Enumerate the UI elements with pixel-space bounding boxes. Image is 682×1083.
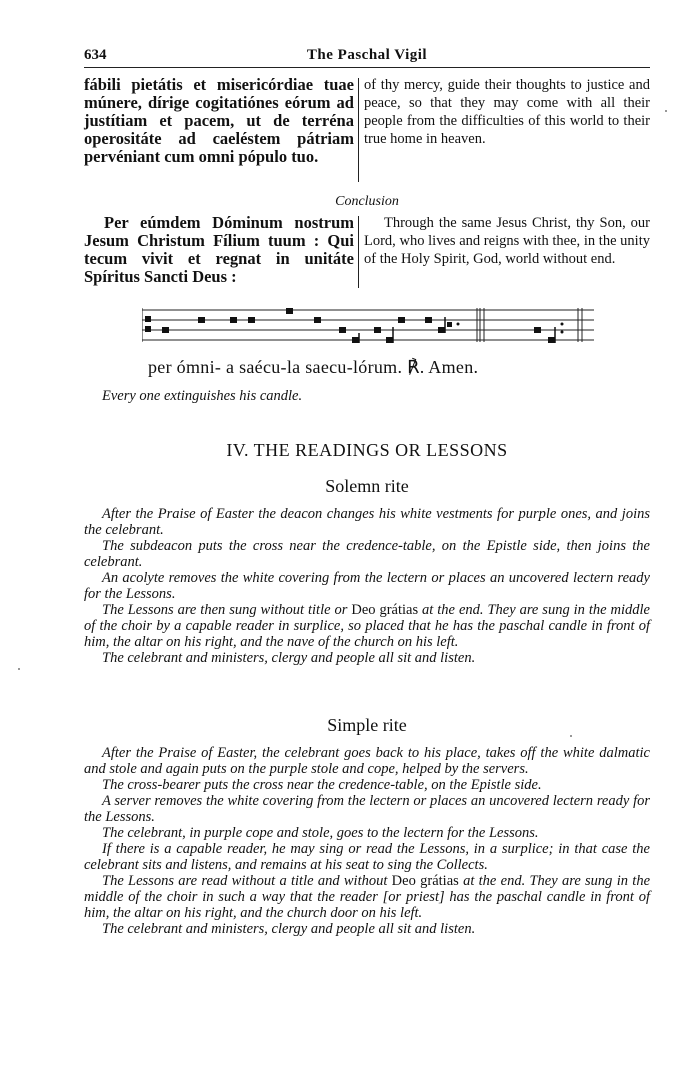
solemn-paragraph: After the Praise of Easter the deacon changes his white vestments for purple ones, and joins the celebrant. — [84, 506, 650, 538]
simple-paragraph: If there is a capable reader, he may sing or read the Lessons, in a surplice; in that case the celebrant sits and listens, and remains at his seat to sing the Collects. — [84, 841, 650, 873]
solemn-paragraph: The celebrant and ministers, clergy and people all sit and listen. — [102, 650, 476, 666]
solemn-rite-title: Solemn rite — [325, 476, 409, 496]
conclusion-columns — [84, 214, 650, 290]
simple-p6-part1: The Lessons are read without a title and without — [102, 873, 392, 889]
prayer-latin: fábili pietátis et misericórdiae tuae múnere, dírige cogitatiónes eórum ad justítiam et pacem, ut de terréna operositáte ad caeléstem pátriam pervéniant cum omni pópulo tuo. — [84, 75, 354, 166]
deo-gratias: Deo grátias — [351, 602, 419, 618]
running-title: The Paschal Vigil — [306, 47, 428, 63]
print-speck — [570, 735, 572, 737]
simple-paragraph — [84, 873, 650, 921]
print-speck — [18, 668, 20, 670]
page-number: 634 — [84, 47, 107, 63]
chant-lyrics: per ómni- a saécu-la saecu-lórum. ℟. Amen. — [148, 357, 479, 377]
rubric-extinguish: Every one extinguishes his candle. — [102, 388, 303, 404]
simple-p6-part2: at the end. They are sung in the middle of the choir in such a way that the reader [or priest] has the paschal candle in front of him, the altar on his right, and the church door on his left. — [84, 873, 651, 921]
solemn-paragraph: The subdeacon puts the cross near the credence-table, on the Epistle side, then joins the celebrant. — [84, 538, 650, 570]
conclusion-english: Through the same Jesus Christ, thy Son, our Lord, who lives and reigns with thee, in the unity of the Holy Spirit, God, world without end. — [364, 215, 650, 267]
simple-rite-title: Simple rite — [327, 715, 407, 735]
conclusion-heading: Conclusion — [335, 194, 399, 209]
chant-notation — [142, 302, 594, 350]
rubric-extinguish-block — [84, 388, 650, 404]
simple-rite-rubrics — [84, 745, 650, 937]
solemn-paragraph — [84, 602, 650, 650]
running-header — [84, 45, 650, 68]
column-divider-2 — [358, 216, 359, 288]
prayer-english: of thy mercy, guide their thoughts to justice and peace, so that they may come with all their people from the difficulties of this world to their true home in heaven. — [364, 77, 650, 147]
conclusion-latin: Per eúmdem Dóminum nostrum Jesum Christum Fílium tuum : Qui tecum vivit et regnat in unitáte Spíritus Sancti Deus : — [84, 213, 354, 286]
simple-paragraph: The cross-bearer puts the cross near the credence-table, on the Epistle side. — [102, 777, 542, 793]
solemn-p4-part2: at the end. They are sung in the middle of the choir by a capable reader in surplice, so placed that he has the paschal candle in front of him, the altar on his right, and the nave of the church on his left. — [84, 602, 650, 650]
print-speck — [665, 110, 667, 112]
solemn-p4-part1: The Lessons are then sung without title or — [102, 602, 352, 618]
prayer-columns — [84, 76, 650, 186]
simple-paragraph: The celebrant and ministers, clergy and people all sit and listen. — [102, 921, 476, 937]
solemn-rite-rubrics — [84, 506, 650, 666]
section-title: IV. THE READINGS OR LESSONS — [226, 440, 508, 460]
simple-paragraph: A server removes the white covering from the lectern or places an uncovered lectern ready for the Lessons. — [84, 793, 650, 825]
deo-gratias-2: Deo grátias — [391, 873, 459, 889]
solemn-paragraph: An acolyte removes the white covering from the lectern or places an uncovered lectern ready for the Lessons. — [84, 570, 650, 602]
simple-paragraph: After the Praise of Easter, the celebrant goes back to his place, takes off the white dalmatic and stole and again puts on the purple stole and cope, helped by the servers. — [84, 745, 650, 777]
column-divider — [358, 78, 359, 182]
simple-paragraph: The celebrant, in purple cope and stole, goes to the lectern for the Lessons. — [102, 825, 539, 841]
